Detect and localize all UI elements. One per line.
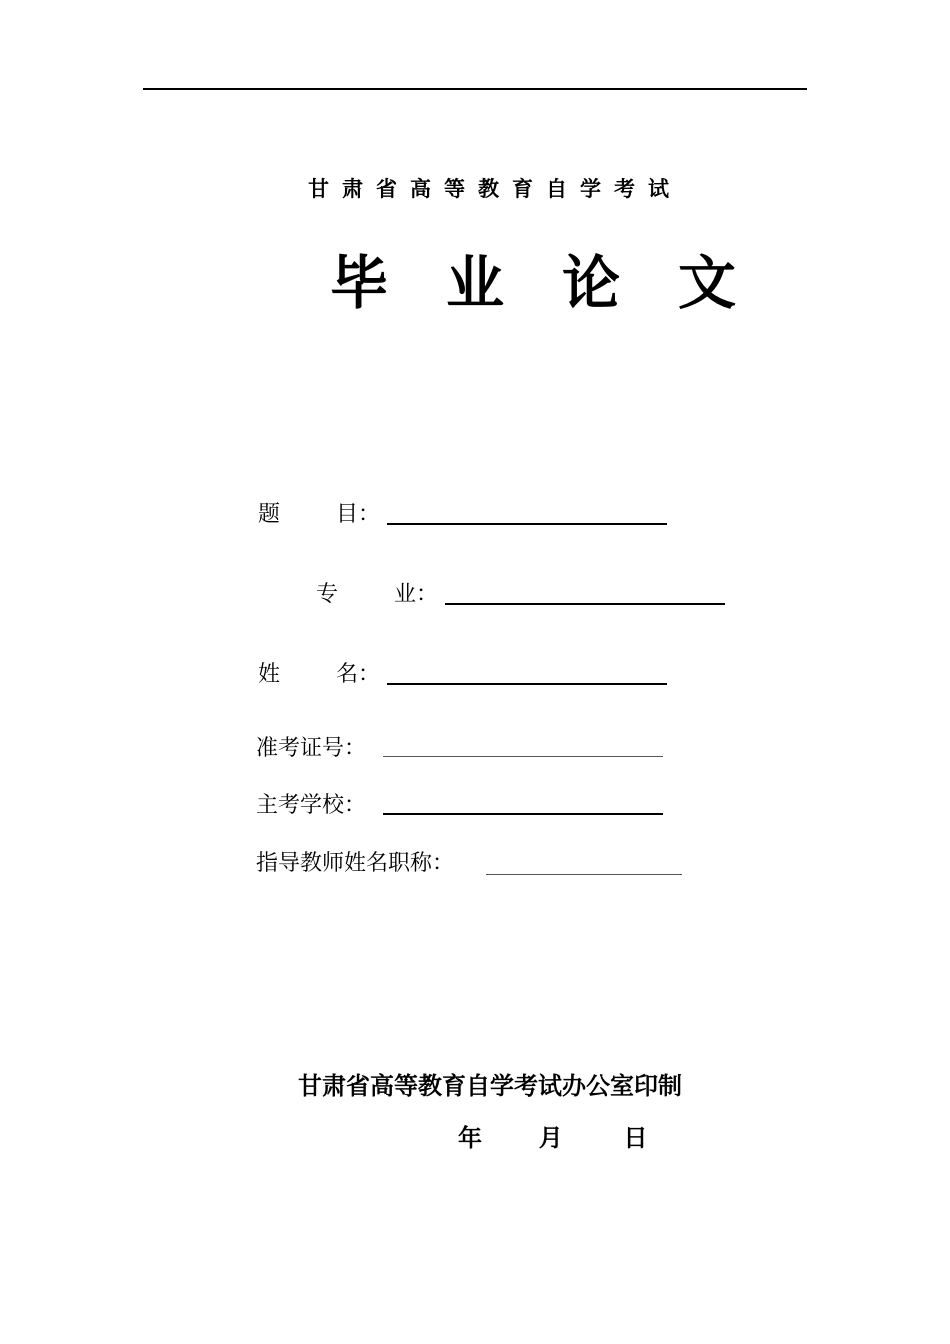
topic-field [258, 497, 678, 531]
topic-label-second: 目： [336, 502, 381, 527]
major-blank[interactable] [445, 603, 725, 605]
ticket-field [256, 731, 676, 765]
topic-label-first: 题 [258, 502, 281, 527]
date-year: 年 [458, 1124, 482, 1152]
name-blank[interactable] [387, 683, 667, 685]
major-label-first: 专 [316, 582, 339, 607]
date-month: 月 [538, 1124, 563, 1152]
advisor-label: 指导教师姓名职称： [256, 851, 455, 876]
school-blank[interactable] [383, 813, 663, 815]
issuer-line: 甘肃省高等教育自学考试办公室印制 [298, 1072, 682, 1100]
ticket-label: 准考证号： [256, 736, 367, 761]
major-label-second: 业： [394, 582, 439, 607]
date-line [458, 1118, 647, 1153]
ticket-blank[interactable] [383, 756, 663, 757]
date-day: 日 [623, 1124, 648, 1152]
school-label: 主考学校： [256, 793, 367, 818]
topic-blank[interactable] [387, 523, 667, 525]
advisor-field [256, 846, 696, 880]
school-field [256, 788, 676, 822]
name-label-second: 名： [336, 662, 381, 687]
thesis-title: 毕业论文 [330, 249, 795, 317]
exam-title: 甘肃省高等教育自学考试 [308, 177, 682, 201]
name-field [258, 657, 678, 691]
top-rule [143, 88, 807, 90]
advisor-blank[interactable] [486, 874, 682, 875]
major-field [316, 577, 736, 611]
name-label-first: 姓 [258, 662, 281, 687]
